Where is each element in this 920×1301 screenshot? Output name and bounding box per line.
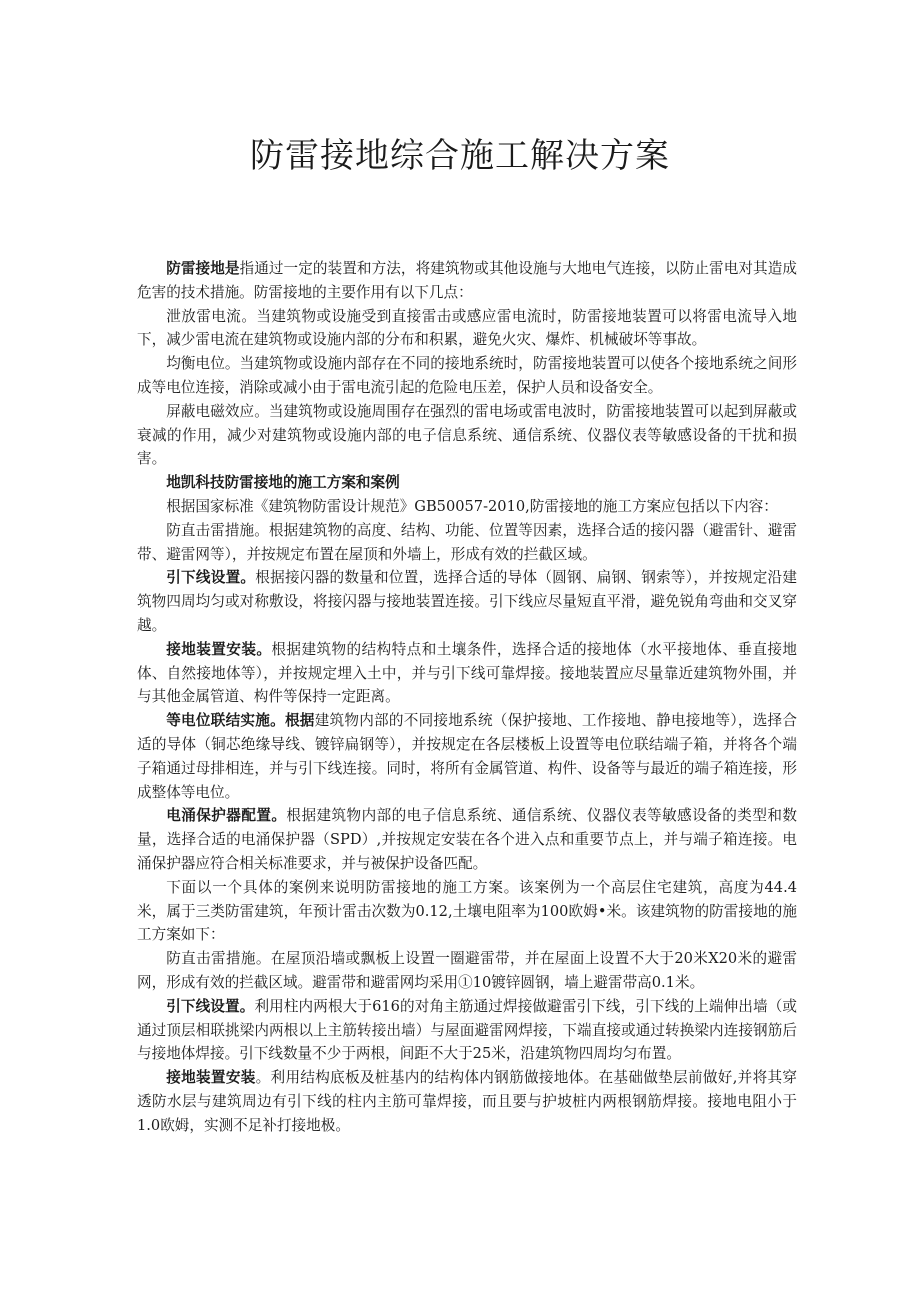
paragraph-bold-lead: 等电位联结实施。根据 <box>166 712 315 730</box>
paragraph-text: 防直击雷措施。根据建筑物的高度、结构、功能、位置等因素，选择合适的接闪器（避雷针、避雷带、避雷网等），并按规定布置在屋顶和外墙上，形成有效的拦截区域。 <box>137 521 797 563</box>
paragraph-text: 指通过一定的装置和方法，将建筑物或其他设施与大地电气连接，以防止雷电对其造成危害的技术措施。防雷接地的主要作用有以下几点： <box>137 260 797 301</box>
paragraph-text: 根据建筑物内部的电子信息系统、通信系统、仪器仪表等敏感设备的类型和数量，选择合适的电涌保护器（SPD）,并按规定安装在各个进入点和重要节点上，并与端子箱连接。电涌保护器应符合相关标准要求，并与被保护设备匹配。 <box>137 807 797 872</box>
paragraph-text: 均衡电位。当建筑物或设施内部存在不同的接地系统时，防雷接地装置可以使各个接地系统之间形成等电位连接，消除或减小由于雷电流引起的危险电压差，保护人员和设备安全。 <box>137 355 797 396</box>
paragraph <box>137 257 797 305</box>
paragraph-bold-lead: 接地装置安装 <box>166 1069 256 1087</box>
paragraph <box>137 400 797 471</box>
document-body <box>137 257 797 1137</box>
paragraph-text: 根据国家标准《建筑物防雷设计规范》GB50057-2010,防雷接地的施工方案应包括以下内容： <box>166 497 778 515</box>
paragraph-text: 利用柱内两根大于616的对角主筋通过焊接做避雷引下线，引下线的上端伸出墙（或通过顶层相联挑梁内两根以上主筋转接出墙）与屋面避雷网焊接，下端直接或通过转换梁内连接钢筋后与接地体焊接。引下线数量不少于两根，间距不大于25米，沿建筑物四周均匀布置。 <box>137 997 797 1063</box>
paragraph-bold-lead: 防雷接地是 <box>166 260 240 277</box>
paragraph <box>137 566 797 637</box>
paragraph <box>137 638 797 709</box>
paragraph-text: 泄放雷电流。当建筑物或设施受到直接雷击或感应雷电流时，防雷接地装置可以将雷电流导入地下，减少雷电流在建筑物或设施内部的分布和积累，避免火灾、爆炸、机械破坏等事故。 <box>137 307 797 349</box>
paragraph <box>137 1066 797 1137</box>
paragraph <box>137 995 797 1066</box>
paragraph-text: 。利用结构底板及桩基内的结构体内钢筋做接地体。在基础做垫层前做好,并将其穿透防水层与建筑周边有引下线的柱内主筋可靠焊接，而且要与护坡桩内两根钢筋焊接。接地电阻小于1.0欧姆，实测不足补打接地极。 <box>137 1069 797 1134</box>
paragraph-bold-lead: 接地装置安装。 <box>166 640 272 658</box>
paragraph-text: 屏蔽电磁效应。当建筑物或设施周围存在强烈的雷电场或雷电波时，防雷接地装置可以起到屏蔽或衰减的作用，减少对建筑物或设施内部的电子信息系统、通信系统、仪器仪表等敏感设备的干扰和损害。 <box>137 402 797 468</box>
paragraph <box>137 495 797 519</box>
paragraph-text: 根据接闪器的数量和位置，选择合适的导体（圆钢、扁钢、钢索等），并按规定沿建筑物四周均匀或对称敷设，将接闪器与接地装置连接。引下线应尽量短直平滑，避免锐角弯曲和交叉穿越。 <box>137 569 797 634</box>
paragraph <box>137 876 797 947</box>
paragraph-text: 防直击雷措施。在屋顶沿墙或飘板上设置一圈避雷带，并在屋面上设置不大于20米X20米的避雷网，形成有效的拦截区域。避雷带和避雷网均采用①10镀锌圆钢，墙上避雷带高0.1米。 <box>137 950 797 991</box>
paragraph <box>137 709 797 804</box>
paragraph <box>137 352 797 400</box>
paragraph <box>137 305 797 353</box>
paragraph-text: 下面以一个具体的案例来说明防雷接地的施工方案。该案例为一个高层住宅建筑，高度为44.4米，属于三类防雷建筑，年预计雷击次数为0.12,土壤电阻率为100欧姆•米。该建筑物的防雷接地的施工方案如下： <box>137 878 797 944</box>
section-heading <box>137 471 797 495</box>
paragraph-bold-lead: 电涌保护器配置。 <box>166 807 287 825</box>
paragraph <box>137 804 797 875</box>
paragraph <box>137 519 797 567</box>
paragraph-bold-lead: 引下线设置。 <box>166 997 255 1015</box>
section-heading-text: 地凯科技防雷接地的施工方案和案例 <box>166 474 400 492</box>
document-title: 防雷接地综合施工解决方案 <box>250 136 670 176</box>
paragraph-bold-lead: 引下线设置。 <box>166 569 256 587</box>
paragraph <box>137 947 797 995</box>
paragraph-text: 建筑物内部的不同接地系统（保护接地、工作接地、静电接地等），选择合适的导体（铜芯绝缘导线、镀锌扁钢等），并按规定在各层楼板上设置等电位联结端子箱，并将各个端子箱通过母排相连，并与引下线连接。同时，将所有金属管道、构件、设备等与最近的端子箱连接，形成整体等电位。 <box>137 712 798 801</box>
paragraph-text: 根据建筑物的结构特点和土壤条件，选择合适的接地体（水平接地体、垂直接地体、自然接地体等），并按规定埋入土中，并与引下线可靠焊接。接地装置应尽量靠近建筑物外围，并与其他金属管道、构件等保持一定距离。 <box>137 640 797 706</box>
